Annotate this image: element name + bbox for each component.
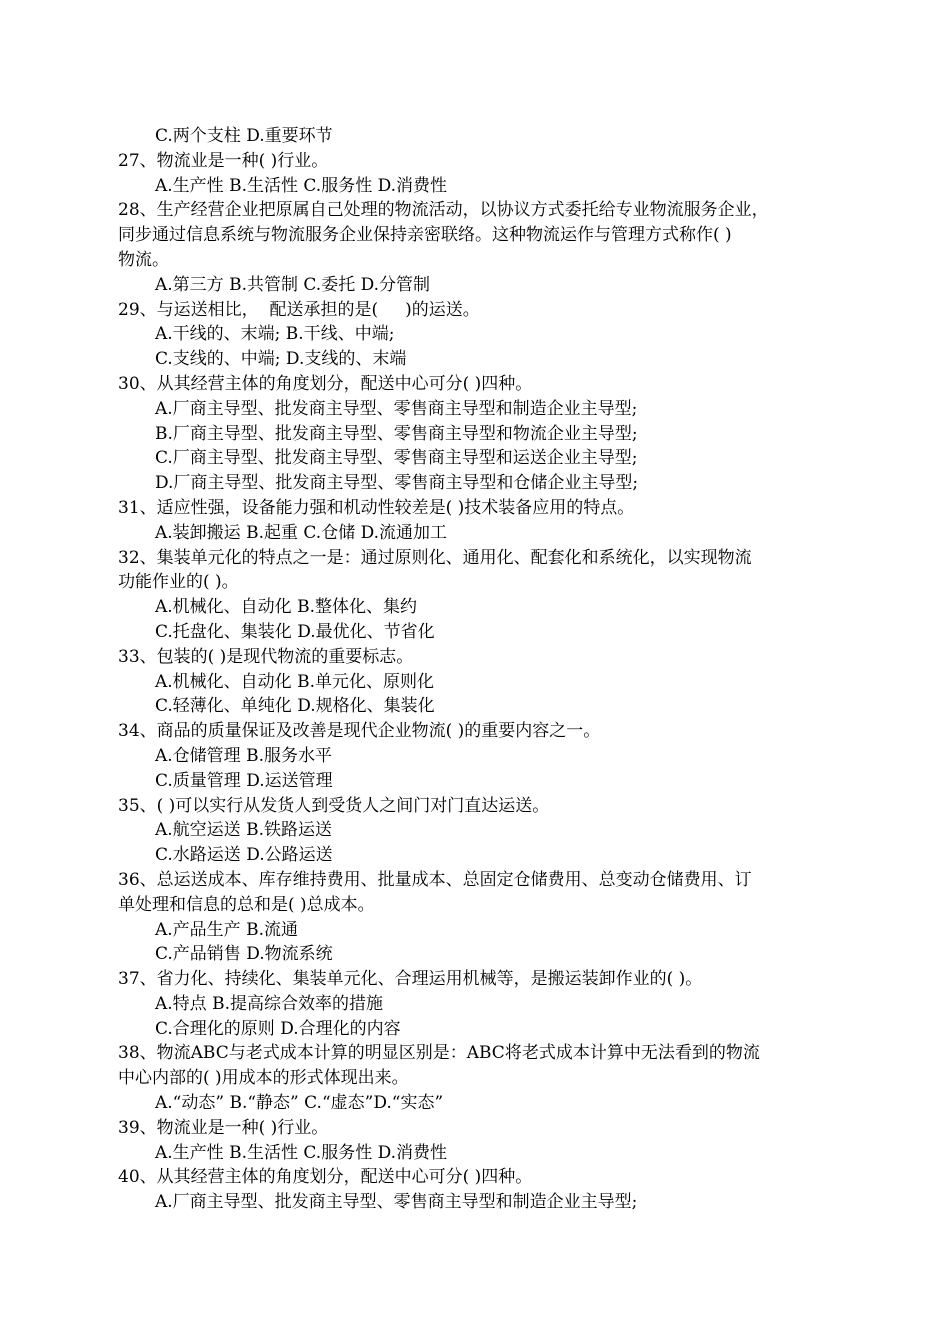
answer-options-line: A.第三方 B.共管制 C.委托 D.分管制	[155, 274, 431, 295]
answer-options-line: A.干线的、末端; B.干线、中端;	[155, 324, 395, 345]
answer-options-line: C.水路运送 D.公路运送	[155, 845, 333, 866]
answer-options-line: A.“动态” B.“静态” C.“虚态”D.“实态”	[155, 1093, 444, 1114]
question-text-line: 29、与运送相比， 配送承担的是( )的运送。	[118, 299, 480, 320]
question-text-line: 27、物流业是一种( )行业。	[118, 150, 329, 171]
question-text-line: 30、从其经营主体的角度划分，配送中心可分( )四种。	[118, 373, 533, 394]
answer-options-line: A.机械化、自动化 B.整体化、集约	[155, 597, 417, 618]
answer-options-line: A.产品生产 B.流通	[155, 919, 298, 940]
question-text-line: 同步通过信息系统与物流服务企业保持亲密联络。这种物流运作与管理方式称作( )	[118, 225, 732, 246]
question-text-line: 单处理和信息的总和是( )总成本。	[118, 894, 375, 915]
question-text-line: 31、适应性强，设备能力强和机动性较差是( )技术装备应用的特点。	[118, 497, 635, 518]
question-text-line: 功能作业的( )。	[118, 572, 239, 593]
answer-options-line: C.托盘化、集装化 D.最优化、节省化	[155, 621, 435, 642]
answer-options-line: D.厂商主导型、批发商主导型、零售商主导型和仓储企业主导型;	[155, 473, 639, 494]
question-text-line: 35、( )可以实行从发货人到受货人之间门对门直达运送。	[118, 795, 550, 816]
answer-options-line: A.厂商主导型、批发商主导型、零售商主导型和制造企业主导型;	[155, 398, 638, 419]
answer-options-line: C.产品销售 D.物流系统	[155, 944, 333, 965]
question-text-line: 中心内部的( )用成本的形式体现出来。	[118, 1068, 409, 1089]
question-text-line: 38、物流ABC与老式成本计算的明显区别是：ABC将老式成本计算中无法看到的物流	[118, 1043, 760, 1064]
question-text-line: 39、物流业是一种( )行业。	[118, 1117, 329, 1138]
answer-options-line: C.两个支柱 D.重要环节	[155, 126, 333, 146]
answer-options-line: A.机械化、自动化 B.单元化、原则化	[155, 671, 434, 692]
answer-options-line: C.合理化的原则 D.合理化的内容	[155, 1018, 401, 1039]
answer-options-line: C.质量管理 D.运送管理	[155, 770, 333, 791]
answer-options-line: A.生产性 B.生活性 C.服务性 D.消费性	[155, 1142, 448, 1163]
answer-options-line: C.支线的、中端; D.支线的、末端	[155, 349, 407, 370]
question-text-line: 40、从其经营主体的角度划分，配送中心可分( )四种。	[118, 1167, 533, 1188]
question-text-line: 物流。	[118, 249, 169, 270]
question-text-line: 37、省力化、持续化、集装单元化、合理运用机械等，是搬运装卸作业的( )。	[118, 969, 703, 990]
answer-options-line: C.厂商主导型、批发商主导型、零售商主导型和运送企业主导型;	[155, 448, 638, 469]
document-body	[118, 124, 838, 1215]
answer-options-line: C.轻薄化、单纯化 D.规格化、集装化	[155, 696, 435, 717]
question-text-line: 34、商品的质量保证及改善是现代企业物流( )的重要内容之一。	[118, 721, 601, 742]
question-text-line: 32、集装单元化的特点之一是：通过原则化、通用化、配套化和系统化，以实现物流	[118, 547, 752, 568]
answer-options-line: A.特点 B.提高综合效率的措施	[155, 993, 383, 1014]
answer-options-line: A.装卸搬运 B.起重 C.仓储 D.流通加工	[155, 522, 448, 543]
answer-options-line: A.航空运送 B.铁路运送	[155, 820, 332, 841]
answer-options-line: A.厂商主导型、批发商主导型、零售商主导型和制造企业主导型;	[155, 1192, 638, 1213]
question-text-line: 28、生产经营企业把原属自己处理的物流活动，以协议方式委托给专业物流服务企业，	[118, 200, 769, 221]
answer-options-line: A.生产性 B.生活性 C.服务性 D.消费性	[155, 175, 448, 196]
answer-options-line: B.厂商主导型、批发商主导型、零售商主导型和物流企业主导型;	[155, 423, 638, 444]
answer-options-line: A.仓储管理 B.服务水平	[155, 745, 332, 766]
question-text-line: 33、包装的( )是现代物流的重要标志。	[118, 646, 414, 667]
question-text-line: 36、总运送成本、库存维持费用、批量成本、总固定仓储费用、总变动仓储费用、订	[118, 869, 752, 890]
